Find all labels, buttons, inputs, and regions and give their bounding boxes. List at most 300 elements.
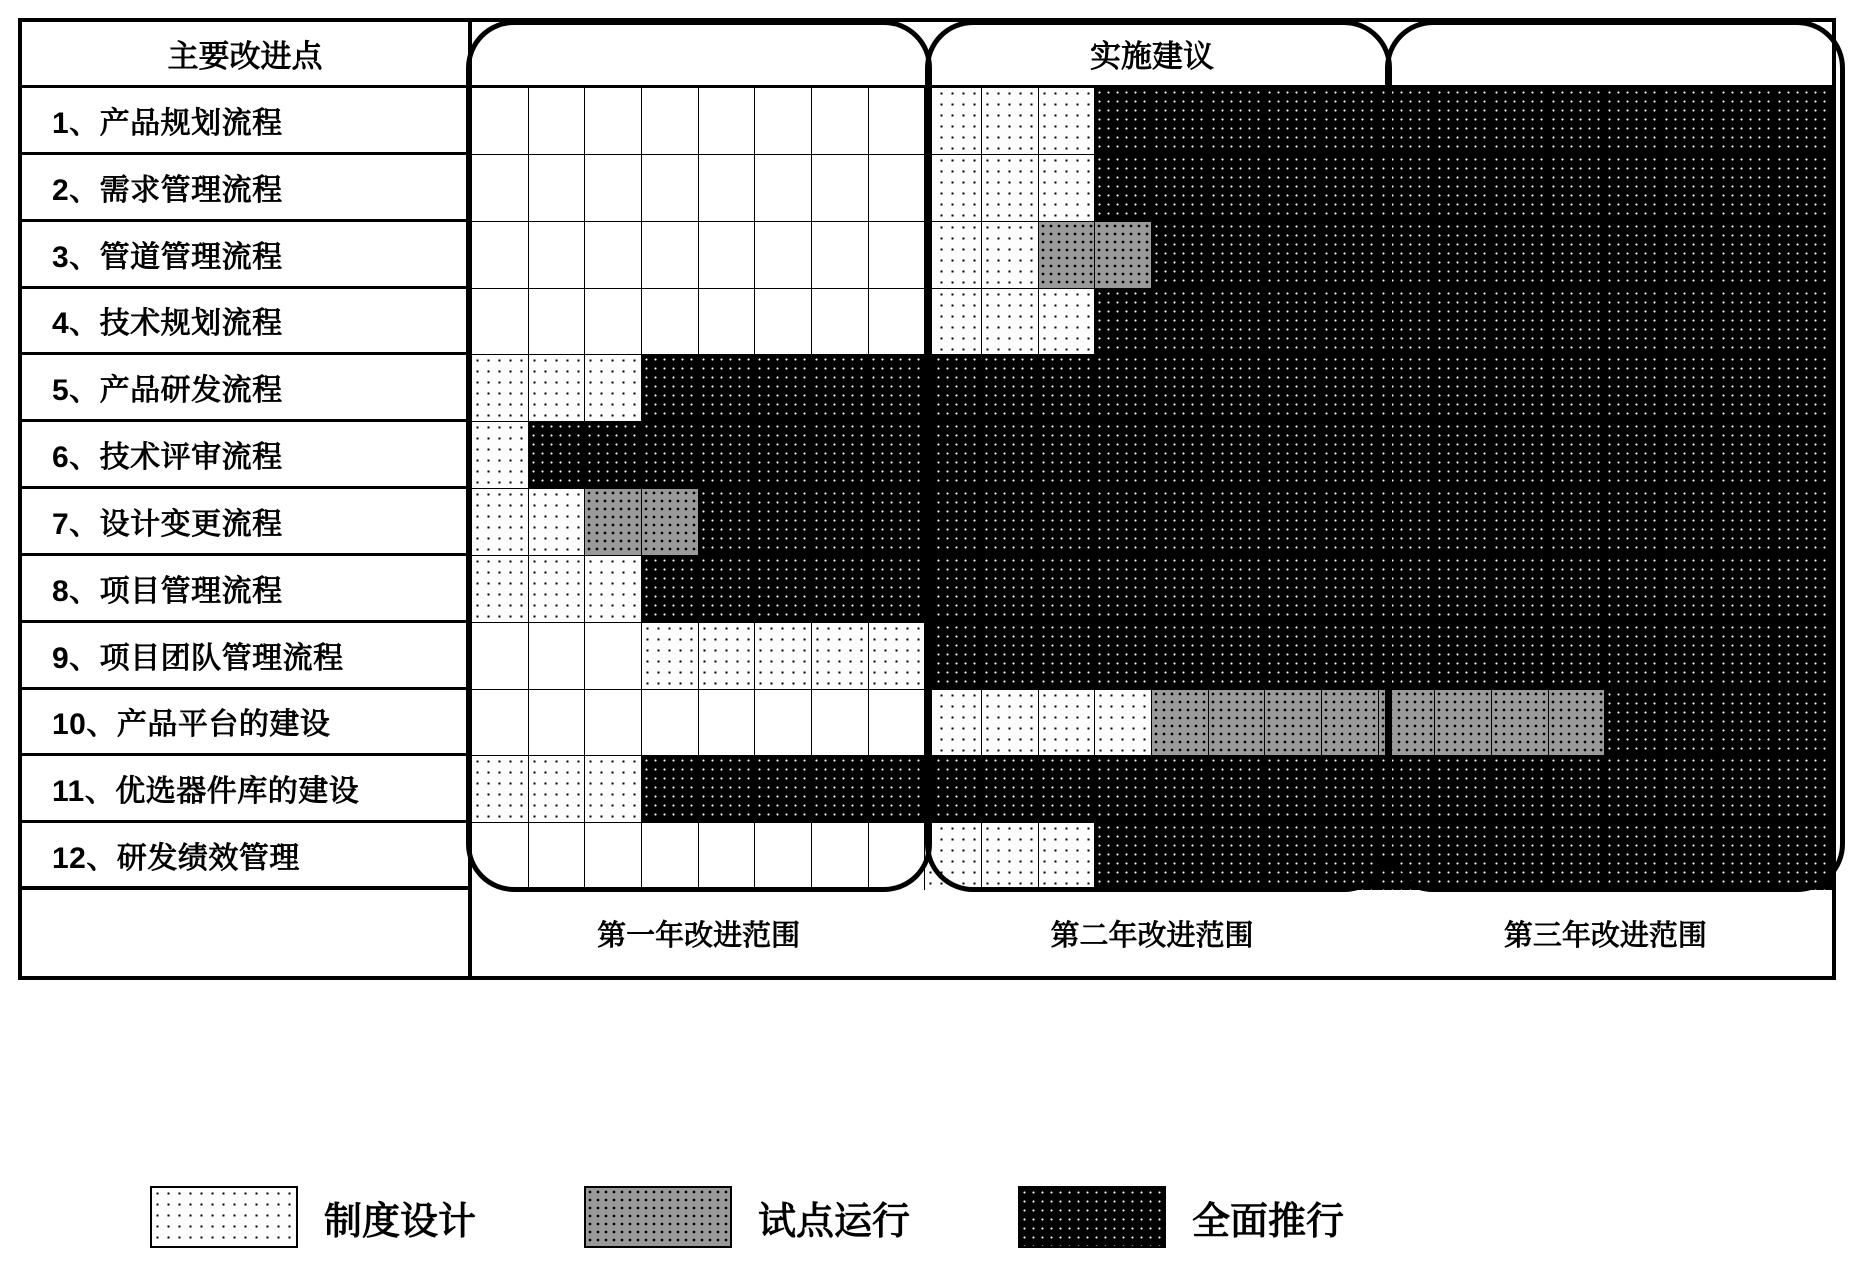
cell-r6-c23-full [1719,422,1776,489]
cell-r3-c1-empty [472,222,529,289]
cell-r3-c9-design [925,222,982,289]
cell-r9-c17-full [1379,623,1436,690]
cell-r7-c23-full [1719,489,1776,556]
cell-r2-c4-empty [642,155,699,222]
cell-r4-c5-empty [699,289,756,356]
cell-r9-c4-design [642,623,699,690]
cell-r4-c16-full [1322,289,1379,356]
legend-swatch-full [1018,1186,1166,1248]
cell-r5-c22-full [1662,355,1719,422]
cell-r6-c14-full [1209,422,1266,489]
cell-r11-c15-full [1265,756,1322,823]
cell-r10-c21-full [1605,690,1662,757]
cell-r1-c12-full [1095,88,1152,155]
cell-r4-c22-full [1662,289,1719,356]
cell-r4-c9-design [925,289,982,356]
cell-r9-c21-full [1605,623,1662,690]
cell-r4-c15-full [1265,289,1322,356]
cell-r3-c10-design [982,222,1039,289]
cell-r11-c1-design [472,756,529,823]
cell-r2-c21-full [1605,155,1662,222]
cell-r12-c6-empty [755,823,812,890]
cell-r2-c5-empty [699,155,756,222]
cell-r5-c15-full [1265,355,1322,422]
cell-r3-c22-full [1662,222,1719,289]
cell-r4-c4-empty [642,289,699,356]
cell-r6-c22-full [1662,422,1719,489]
cell-r2-c24-full [1775,155,1832,222]
cell-r1-c17-full [1379,88,1436,155]
cell-r11-c21-full [1605,756,1662,823]
cell-r6-c5-full [699,422,756,489]
cell-r11-c13-full [1152,756,1209,823]
cell-r4-c2-empty [529,289,586,356]
cell-r4-c3-empty [585,289,642,356]
cell-r5-c4-full [642,355,699,422]
cell-r8-c7-full [812,556,869,623]
row-label-10: 10、产品平台的建设 [22,690,472,757]
cell-r1-c19-full [1492,88,1549,155]
cell-r6-c11-full [1039,422,1096,489]
cell-r9-c9-full [925,623,982,690]
cell-r1-c9-design [925,88,982,155]
cell-r12-c1-empty [472,823,529,890]
cell-r8-c1-design [472,556,529,623]
cell-r1-c10-design [982,88,1039,155]
cell-r12-c24-full [1775,823,1832,890]
cell-r8-c6-full [755,556,812,623]
cell-r10-c14-pilot [1209,690,1266,757]
cell-r2-c6-empty [755,155,812,222]
legend-swatch-design [150,1186,298,1248]
cell-r5-c3-design [585,355,642,422]
cell-r9-c3-empty [585,623,642,690]
cell-r2-c1-empty [472,155,529,222]
cell-r3-c8-empty [869,222,926,289]
cell-r9-c6-design [755,623,812,690]
cell-r5-c18-full [1435,355,1492,422]
cell-r2-c17-full [1379,155,1436,222]
cell-r11-c19-full [1492,756,1549,823]
column-header-improvements: 主要改进点 [22,22,472,88]
cell-r6-c19-full [1492,422,1549,489]
cell-r6-c4-full [642,422,699,489]
cell-r11-c10-full [982,756,1039,823]
cell-r9-c18-full [1435,623,1492,690]
cell-r5-c14-full [1209,355,1266,422]
cell-r4-c21-full [1605,289,1662,356]
cell-r6-c18-full [1435,422,1492,489]
cell-r4-c23-full [1719,289,1776,356]
cell-r2-c15-full [1265,155,1322,222]
cell-r3-c20-full [1549,222,1606,289]
cell-r9-c8-design [869,623,926,690]
cell-r9-c10-full [982,623,1039,690]
cell-r6-c16-full [1322,422,1379,489]
cell-r11-c24-full [1775,756,1832,823]
cell-r8-c2-design [529,556,586,623]
cell-r3-c13-full [1152,222,1209,289]
cell-r2-c14-full [1209,155,1266,222]
cell-r12-c17-full [1379,823,1436,890]
cell-r1-c8-empty [869,88,926,155]
cell-r11-c17-full [1379,756,1436,823]
row-label-2: 2、需求管理流程 [22,155,472,222]
cell-r8-c13-full [1152,556,1209,623]
cell-r11-c18-full [1435,756,1492,823]
row-label-6: 6、技术评审流程 [22,422,472,489]
cell-r8-c3-design [585,556,642,623]
cell-r2-c13-full [1152,155,1209,222]
cell-r7-c24-full [1775,489,1832,556]
footer-spacer [22,890,472,976]
cell-r1-c21-full [1605,88,1662,155]
row-label-3: 3、管道管理流程 [22,222,472,289]
cell-r1-c5-empty [699,88,756,155]
cell-r1-c20-full [1549,88,1606,155]
cell-r10-c6-empty [755,690,812,757]
cell-r7-c7-full [812,489,869,556]
cell-r11-c14-full [1209,756,1266,823]
cell-r7-c6-full [755,489,812,556]
cell-r7-c18-full [1435,489,1492,556]
cell-r3-c5-empty [699,222,756,289]
row-label-8: 8、项目管理流程 [22,556,472,623]
cell-r5-c10-full [982,355,1039,422]
cell-r4-c7-empty [812,289,869,356]
row-label-7: 7、设计变更流程 [22,489,472,556]
cell-r1-c23-full [1719,88,1776,155]
cell-r8-c21-full [1605,556,1662,623]
cell-r2-c12-full [1095,155,1152,222]
legend-item-pilot [584,1186,910,1248]
cell-r5-c16-full [1322,355,1379,422]
cell-r9-c5-design [699,623,756,690]
cell-r5-c12-full [1095,355,1152,422]
cell-r3-c19-full [1492,222,1549,289]
cell-r7-c4-pilot [642,489,699,556]
cell-r10-c7-empty [812,690,869,757]
cell-r1-c11-design [1039,88,1096,155]
cell-r3-c15-full [1265,222,1322,289]
cell-r10-c3-empty [585,690,642,757]
cell-r12-c22-full [1662,823,1719,890]
legend [150,1180,1550,1254]
cell-r1-c7-empty [812,88,869,155]
row-label-11: 11、优选器件库的建设 [22,756,472,823]
cell-r3-c14-full [1209,222,1266,289]
cell-r12-c8-empty [869,823,926,890]
cell-r4-c6-empty [755,289,812,356]
cell-r2-c19-full [1492,155,1549,222]
cell-r5-c2-design [529,355,586,422]
cell-r2-c18-full [1435,155,1492,222]
cell-r1-c14-full [1209,88,1266,155]
cell-r5-c13-full [1152,355,1209,422]
cell-r10-c24-full [1775,690,1832,757]
cell-r7-c22-full [1662,489,1719,556]
cell-r10-c15-pilot [1265,690,1322,757]
cell-r3-c6-empty [755,222,812,289]
cell-r8-c8-full [869,556,926,623]
cell-r2-c2-empty [529,155,586,222]
cell-r3-c12-pilot [1095,222,1152,289]
cell-r12-c11-design [1039,823,1096,890]
cell-r9-c13-full [1152,623,1209,690]
cell-r2-c10-design [982,155,1039,222]
cell-r9-c2-empty [529,623,586,690]
cell-r10-c11-design [1039,690,1096,757]
cell-r11-c3-design [585,756,642,823]
cell-r12-c5-empty [699,823,756,890]
cell-r5-c23-full [1719,355,1776,422]
cell-r10-c17-pilot [1379,690,1436,757]
cell-r7-c10-full [982,489,1039,556]
legend-label-full: 全面推行 [1192,1200,1345,1243]
cell-r3-c23-full [1719,222,1776,289]
legend-label-pilot: 试点运行 [758,1200,911,1243]
cell-r1-c6-empty [755,88,812,155]
cell-r2-c9-design [925,155,982,222]
row-label-1: 1、产品规划流程 [22,88,472,155]
cell-r4-c14-full [1209,289,1266,356]
cell-r11-c9-full [925,756,982,823]
cell-r6-c17-full [1379,422,1436,489]
cell-r7-c21-full [1605,489,1662,556]
cell-r2-c7-empty [812,155,869,222]
cell-r10-c1-empty [472,690,529,757]
cell-r11-c4-full [642,756,699,823]
cell-r10-c10-design [982,690,1039,757]
cell-r9-c22-full [1662,623,1719,690]
cell-r5-c6-full [755,355,812,422]
cell-r12-c3-empty [585,823,642,890]
cell-r3-c24-full [1775,222,1832,289]
cell-r1-c22-full [1662,88,1719,155]
cell-r4-c10-design [982,289,1039,356]
cell-r1-c24-full [1775,88,1832,155]
cell-r9-c7-design [812,623,869,690]
cell-r8-c14-full [1209,556,1266,623]
cell-r2-c16-full [1322,155,1379,222]
cell-r9-c24-full [1775,623,1832,690]
cell-r2-c11-design [1039,155,1096,222]
cell-r9-c15-full [1265,623,1322,690]
cell-r3-c7-empty [812,222,869,289]
cell-r11-c23-full [1719,756,1776,823]
cell-r2-c3-empty [585,155,642,222]
cell-r7-c12-full [1095,489,1152,556]
cell-r10-c4-empty [642,690,699,757]
cell-r10-c20-pilot [1549,690,1606,757]
cell-r1-c13-full [1152,88,1209,155]
cell-r7-c15-full [1265,489,1322,556]
cell-r8-c11-full [1039,556,1096,623]
cell-r3-c16-full [1322,222,1379,289]
cell-r9-c19-full [1492,623,1549,690]
legend-swatch-pilot [584,1186,732,1248]
cell-r3-c11-pilot [1039,222,1096,289]
cell-r12-c13-full [1152,823,1209,890]
cell-r3-c3-empty [585,222,642,289]
legend-item-design [150,1186,476,1248]
cell-r10-c8-empty [869,690,926,757]
cell-r10-c2-empty [529,690,586,757]
cell-r12-c4-empty [642,823,699,890]
footer-year-1: 第一年改进范围 [597,919,801,952]
cell-r8-c23-full [1719,556,1776,623]
row-label-12: 12、研发绩效管理 [22,823,472,890]
cell-r6-c13-full [1152,422,1209,489]
cell-r8-c9-full [925,556,982,623]
cell-r8-c19-full [1492,556,1549,623]
cell-r12-c10-design [982,823,1039,890]
cell-r1-c1-empty [472,88,529,155]
cell-r3-c2-empty [529,222,586,289]
cell-r5-c5-full [699,355,756,422]
cell-r8-c10-full [982,556,1039,623]
cell-r6-c24-full [1775,422,1832,489]
cell-r4-c24-full [1775,289,1832,356]
cell-r11-c20-full [1549,756,1606,823]
cell-r10-c5-empty [699,690,756,757]
cell-r7-c11-full [1039,489,1096,556]
row-label-4: 4、技术规划流程 [22,289,472,356]
cell-r6-c12-full [1095,422,1152,489]
cell-r7-c19-full [1492,489,1549,556]
cell-r6-c6-full [755,422,812,489]
cell-r12-c7-empty [812,823,869,890]
cell-r8-c15-full [1265,556,1322,623]
cell-r7-c3-pilot [585,489,642,556]
cell-r1-c4-empty [642,88,699,155]
cell-r12-c14-full [1209,823,1266,890]
cell-r1-c15-full [1265,88,1322,155]
cell-r5-c7-full [812,355,869,422]
cell-r8-c17-full [1379,556,1436,623]
cell-r3-c4-empty [642,222,699,289]
cell-r2-c23-full [1719,155,1776,222]
cell-r8-c16-full [1322,556,1379,623]
cell-r8-c18-full [1435,556,1492,623]
cell-r9-c20-full [1549,623,1606,690]
cell-r8-c4-full [642,556,699,623]
cell-r1-c2-empty [529,88,586,155]
cell-r4-c18-full [1435,289,1492,356]
cell-r5-c17-full [1379,355,1436,422]
cell-r8-c12-full [1095,556,1152,623]
cell-r5-c19-full [1492,355,1549,422]
cell-r11-c5-full [699,756,756,823]
cell-r7-c9-full [925,489,982,556]
cell-r7-c5-full [699,489,756,556]
cell-r12-c16-full [1322,823,1379,890]
cell-r6-c21-full [1605,422,1662,489]
cell-r6-c9-full [925,422,982,489]
cell-r4-c1-empty [472,289,529,356]
cell-r12-c21-full [1605,823,1662,890]
cell-r10-c12-design [1095,690,1152,757]
cell-r4-c17-full [1379,289,1436,356]
cell-r9-c12-full [1095,623,1152,690]
cell-r3-c18-full [1435,222,1492,289]
cell-r9-c1-empty [472,623,529,690]
cell-r5-c20-full [1549,355,1606,422]
cell-r6-c1-design [472,422,529,489]
cell-r11-c7-full [812,756,869,823]
cell-r12-c20-full [1549,823,1606,890]
cell-r6-c8-full [869,422,926,489]
cell-r4-c12-full [1095,289,1152,356]
cell-r7-c8-full [869,489,926,556]
cell-r8-c24-full [1775,556,1832,623]
cell-r1-c16-full [1322,88,1379,155]
cell-r2-c8-empty [869,155,926,222]
column-header-implementation: 实施建议 [472,22,1832,88]
cell-r5-c24-full [1775,355,1832,422]
cell-r8-c5-full [699,556,756,623]
legend-item-full [1018,1186,1344,1248]
cell-r10-c19-pilot [1492,690,1549,757]
cell-r11-c12-full [1095,756,1152,823]
cell-r8-c22-full [1662,556,1719,623]
cell-r10-c16-pilot [1322,690,1379,757]
cell-r7-c13-full [1152,489,1209,556]
cell-r5-c11-full [1039,355,1096,422]
cell-r11-c2-design [529,756,586,823]
cell-r10-c18-pilot [1435,690,1492,757]
cell-r5-c8-full [869,355,926,422]
cell-r4-c13-full [1152,289,1209,356]
row-label-9: 9、项目团队管理流程 [22,623,472,690]
cell-r8-c20-full [1549,556,1606,623]
cell-r9-c14-full [1209,623,1266,690]
cell-r4-c20-full [1549,289,1606,356]
cell-r12-c15-full [1265,823,1322,890]
cell-r2-c22-full [1662,155,1719,222]
cell-r9-c11-full [1039,623,1096,690]
cell-r11-c16-full [1322,756,1379,823]
cell-r12-c18-full [1435,823,1492,890]
cell-r7-c16-full [1322,489,1379,556]
cell-r6-c10-full [982,422,1039,489]
cell-r3-c17-full [1379,222,1436,289]
cell-r6-c7-full [812,422,869,489]
cell-r4-c8-empty [869,289,926,356]
cell-r12-c2-empty [529,823,586,890]
roadmap-grid [22,22,1832,976]
footer-year-2: 第二年改进范围 [1050,919,1254,952]
cell-r12-c12-full [1095,823,1152,890]
cell-r9-c16-full [1322,623,1379,690]
cell-r10-c9-design [925,690,982,757]
cell-r1-c3-empty [585,88,642,155]
cell-r5-c9-full [925,355,982,422]
cell-r12-c9-design [925,823,982,890]
cell-r12-c19-full [1492,823,1549,890]
cell-r10-c13-pilot [1152,690,1209,757]
row-label-5: 5、产品研发流程 [22,355,472,422]
cell-r9-c23-full [1719,623,1776,690]
footer-year-3: 第三年改进范围 [1503,919,1707,952]
cell-r4-c11-design [1039,289,1096,356]
cell-r10-c22-full [1662,690,1719,757]
cell-r1-c18-full [1435,88,1492,155]
cell-r4-c19-full [1492,289,1549,356]
improvement-roadmap-table [18,18,1836,980]
cell-r6-c3-full [585,422,642,489]
cell-r10-c23-full [1719,690,1776,757]
